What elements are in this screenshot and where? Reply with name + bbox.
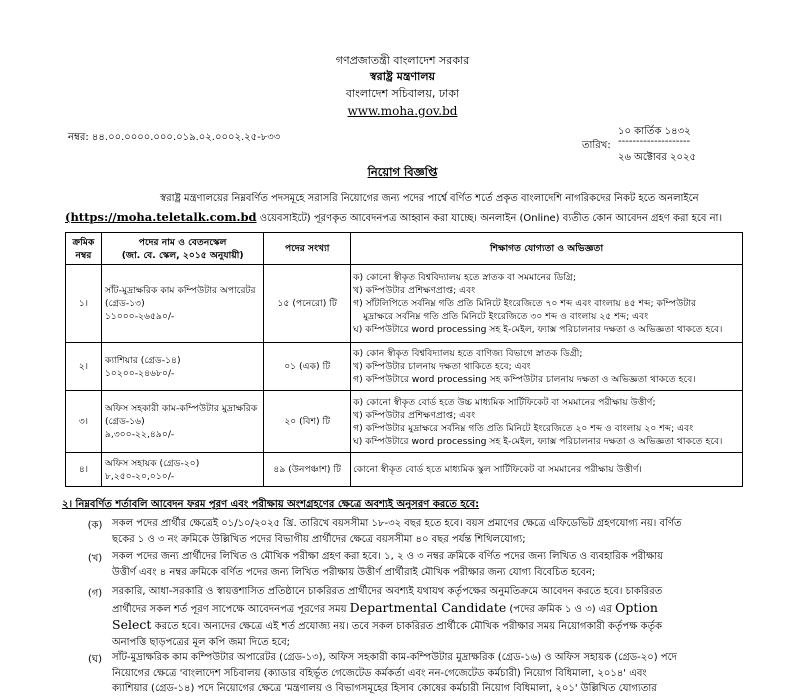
notice-title: নিয়োগ বিজ্ঞপ্তি — [367, 165, 438, 179]
date-dashes: -------------------- — [618, 136, 691, 147]
row-count: ২০ (বিশ) টি — [264, 391, 351, 453]
row-count: ০১ (এক) টি — [264, 343, 351, 391]
option-text: Option — [615, 599, 658, 615]
item-line: উত্তীর্ণ এবং ৪ নম্বর ক্রমিকে বর্ণিত পদের জন্য লিখিত পরীক্ষায় উত্তীর্ণ প্রার্থীরাই মৌখিক পরীক্ষার জন্য যোগ্য বিবেচিত হবেন; — [112, 566, 596, 578]
row-qualification — [351, 265, 743, 343]
item-text — [112, 584, 742, 650]
qual-line: ক) কোনো স্বীকৃত বোর্ড হতে উচ্চ মাধ্যমিক সার্টিফিকেট বা সমমানের পরীক্ষায় উত্তীর্ণ; — [353, 396, 656, 408]
post-scale: ৮,২৫০-২০,০১০/- — [104, 470, 175, 482]
qual-line: খ) কম্পিউটার চালনায় দক্ষতা থাকিতে হবে; এবং — [353, 361, 531, 372]
post-name: অফিস সহকারী কাম-কম্পিউটার মুদ্রাক্ষরিক (গ্রেড-১৬) — [104, 403, 258, 427]
intro-line-1: স্বরাষ্ট্র মন্ত্রণালয়ের নিম্নবর্ণিত পদসমূহে সরাসরি নিয়োগের জন্য পদের পার্শ্বে বর্ণিত শর্তে প্রকৃত বাংলাদেশি নাগরিকদের নিকট হতে অনলাইনে — [160, 193, 699, 204]
post-scale: ১০২০০-২৪৬৮০/- — [104, 367, 175, 379]
header-website-link[interactable]: www.moha.gov.bd — [347, 104, 458, 118]
post-name: অফিস সহায়ক (গ্রেড-২০) — [104, 457, 200, 469]
col-count: পদের সংখ্যা — [264, 233, 351, 265]
table-header-row — [66, 233, 743, 265]
qual-line: ঘ) কম্পিউটারে word processing সহ ই-মেইল, ফ্যাক্স পরিচালনার দক্ষতা ও অভিজ্ঞতা থাকতে হবে। — [353, 324, 723, 335]
table-row — [66, 391, 743, 453]
departmental-candidate-text: Departmental Candidate — [349, 599, 507, 615]
qual-line: কোনো স্বীকৃত বোর্ড হতে মাধ্যমিক স্কুল সার্টিফিকেট বা সমমানের পরীক্ষায় উত্তীর্ণ। — [353, 464, 642, 475]
qual-line: গ) কম্পিউটারে word processing সহ কম্পিউটার চালনায় দক্ষতা ও অভিজ্ঞতা থাকতে হবে। — [353, 374, 696, 385]
item-line: সরকারি, আধা-সরকারি ও স্বায়ত্তশাসিত প্রতিষ্ঠানে চাকরিরত প্রার্থীদের অবশ্যই যথাযথ কর্তৃপক্ষের অনুমতিক্রমে আবেদন করতে হবে। চাকরিরত — [112, 586, 663, 597]
item-line — [112, 600, 742, 618]
memo-number: নম্বর: ৪৪.০০.০০০০.০০০.০১৯.০২.০০০২.২৫-৮৩৩ — [68, 132, 281, 143]
item-line: সাঁট-মুদ্রাক্ষরিক কাম কম্পিউটার অপারেটর (গ্রেড-১৩), অফিস সহকারী কাম-কম্পিউটার মুদ্রাক্ষরিক (গ্রেড-১৬) ও অফিস সহায়ক (গ্রেড-২০) পদে — [112, 652, 677, 663]
row-qualification — [351, 453, 743, 487]
item-text — [112, 650, 742, 697]
header-ministry: স্বরাষ্ট্র মন্ত্রণালয় — [369, 70, 436, 83]
item-line: সকল পদের জন্য প্রার্থীদের লিখিত ও মৌখিক পরীক্ষা গ্রহণ করা হবে। ১, ২ ও ৩ নম্বর ক্রমিকে বর্ণিত পদের জন্য লিখিত ও ব্যবহারিক পরীক্ষায় — [112, 551, 663, 562]
teletalk-link[interactable]: (https://moha.teletalk.com.bd — [65, 210, 257, 224]
item-line-part: প্রার্থীদের সকল শর্ত পূরণ সাপেক্ষে আবেদনপত্র পূরণের সময় — [112, 603, 347, 615]
item-line — [112, 617, 742, 635]
col-qualification: শিক্ষাগত যোগ্যতা ও অভিজ্ঞতা — [351, 233, 743, 265]
qual-line: ক) কোনো স্বীকৃত বিশ্ববিদ্যালয় হতে স্নাতক বা সমমানের ডিগ্রি; — [353, 272, 576, 283]
item-line-part: (পদের ক্রমিক ১ ও ৩) এর — [509, 603, 612, 615]
row-serial: ৩। — [66, 391, 102, 453]
item-line-part: করতে হবে। অন্যদের ক্ষেত্রে এই শর্ত প্রযোজ্য নয়। তবে সকল চাকরিরত প্রার্থীকে মৌখিক পরীক্ষার সময় নিয়োগকারী কর্তৃপক্ষ কর্তৃক — [154, 621, 662, 632]
row-post — [101, 343, 263, 391]
row-qualification — [351, 391, 743, 453]
row-count: ৪৯ (উনপঞ্চাশ) টি — [264, 453, 351, 487]
row-post — [101, 453, 263, 487]
qual-line: গ) কম্পিউটার মুদ্রাক্ষরে সর্বনিম্ন গতি প্রতি মিনিটে ইংরেজিতে ২০ শব্দ ও বাংলায় ২০ শব্দ; এবং — [353, 422, 694, 434]
select-text: Select — [112, 617, 152, 632]
item-label: (গ) — [87, 588, 103, 599]
post-name: ক্যাশিয়ার (গ্রেড-১৪) — [104, 354, 181, 366]
item-text — [112, 516, 742, 547]
item-line: ক্যাশিয়ার (গ্রেড-১৪) পদে নিয়োগের ক্ষেত্রে 'মন্ত্রণালয় ও বিভাগসমূহের হিসাব কোষের কর্মচারী নিয়োগ বিধিমালা, ২০১' উল্লিখিত যোগ্যতার — [112, 683, 657, 694]
qual-line: খ) কম্পিউটার প্রশিক্ষণপ্রাপ্ত; এবং — [353, 409, 476, 421]
table-row — [66, 343, 743, 391]
col-serial: ক্রমিক নম্বর — [66, 233, 102, 265]
post-scale: ১১০০০-২৬৫৯০/- — [104, 311, 175, 322]
qual-line: ঘ) কম্পিউটারে word processing সহ ই-মেইল, ফ্যাক্স পরিচালনার দক্ষতা ও অভিজ্ঞতা থাকতে হবে। — [353, 435, 723, 447]
date-label: তারিখ: — [582, 140, 611, 151]
header-address: বাংলাদেশ সচিবালয়, ঢাকা — [345, 87, 460, 100]
item-line: সকল পদের প্রার্থীর ক্ষেত্রেই ০১/১০/২০২৫ খ্রি. তারিখে বয়সসীমা ১৮-৩২ বছর হতে হবে। বয়স প্রমাণের ক্ষেত্রে এফিডেভিট গ্রহণযোগ্য নয়। বর্ণিত — [112, 518, 682, 529]
row-qualification — [351, 343, 743, 391]
date-bangla: ১০ কার্তিক ১৪৩২ — [618, 126, 691, 137]
item-label: (ক) — [87, 520, 103, 531]
item-line: অনাপত্তি ছাড়পত্রের মূল কপি জমা দিতে হবে; — [112, 636, 291, 648]
qual-line: গ) সাঁটলিপিতে সর্বনিম্ন গতি প্রতি মিনিটে ইংরেজিতে ৭০ শব্দ এবং বাংলায় ৪৫ শব্দ; কম্পিউটার — [353, 298, 697, 309]
row-serial: ৪। — [66, 453, 102, 487]
row-count: ১৫ (পনেরো) টি — [264, 265, 351, 343]
item-label: (খ) — [87, 553, 103, 564]
col-post — [101, 233, 263, 265]
col-post-title: পদের নাম ও বেতনস্কেল — [138, 236, 227, 248]
table-row — [66, 453, 743, 487]
item-label: (ঘ) — [88, 654, 102, 665]
row-post — [101, 265, 263, 343]
row-serial: ১। — [66, 265, 102, 343]
intro-line-2: ওয়েবসাইটে) পূরণকৃত আবেদনপত্র আহ্বান করা যাচ্ছে। অনলাইন (Online) ব্যতীত কোন আবেদন গ্রহণ করা হবে না। — [259, 213, 723, 224]
date-english: ২৬ অক্টোবর ২০২৫ — [618, 152, 697, 163]
table-row — [66, 265, 743, 343]
item-text — [112, 549, 742, 580]
post-name: সাঁট-মুদ্রাক্ষরিক কাম কম্পিউটার অপারেটর (গ্রেড-১৩) — [104, 285, 256, 309]
post-scale: ৯,৩০০-২২,৪৯০/- — [104, 429, 175, 440]
qual-line: খ) কম্পিউটার প্রশিক্ষণপ্রাপ্ত; এবং — [353, 285, 476, 296]
header-govt: গণপ্রজাতন্ত্রী বাংলাদেশ সরকার — [335, 54, 470, 67]
qual-line: ক) কোন স্বীকৃত বিশ্ববিদ্যালয় হতে বাণিজ্য বিভাগে স্নাতক ডিগ্রী; — [353, 348, 583, 359]
qual-line: মুদ্রাক্ষরে সর্বনিম্ন গতি প্রতি মিনিটে ইংরেজিতে ৩০ শব্দ ও বাংলায় ২৫ শব্দ; এবং — [363, 311, 649, 322]
jobs-table — [65, 232, 743, 487]
col-post-sub: (জা. বে. স্কেল, ২০১৫ অনুযায়ী) — [121, 249, 244, 261]
row-serial: ২। — [66, 343, 102, 391]
row-post — [101, 391, 263, 453]
section2-heading: ২। নিম্নবর্ণিত শর্তাবলি আবেদন ফরম পূরণ এবং পরীক্ষায় অংশগ্রহণের ক্ষেত্রে অবশ্যই অনুসরণ করতে হবে: — [62, 499, 480, 510]
item-line: নিয়োগের ক্ষেত্রে 'বাংলাদেশ সচিবালয় (ক্যাডার বহির্ভূত গেজেটেড কর্মকর্তা এবং নন-গেজেটেড কর্মচারী) নিয়োগ বিধিমালা, ২০১৪' এবং — [112, 667, 647, 679]
item-line: ছকের ১ ও ৩ নং ক্রমিকে উল্লিখিত পদের বিভাগীয় প্রার্থীদের ক্ষেত্রে বয়সসীমা ৪০ বছর পর্যন্ত শিথিলযোগ্য; — [112, 533, 526, 545]
